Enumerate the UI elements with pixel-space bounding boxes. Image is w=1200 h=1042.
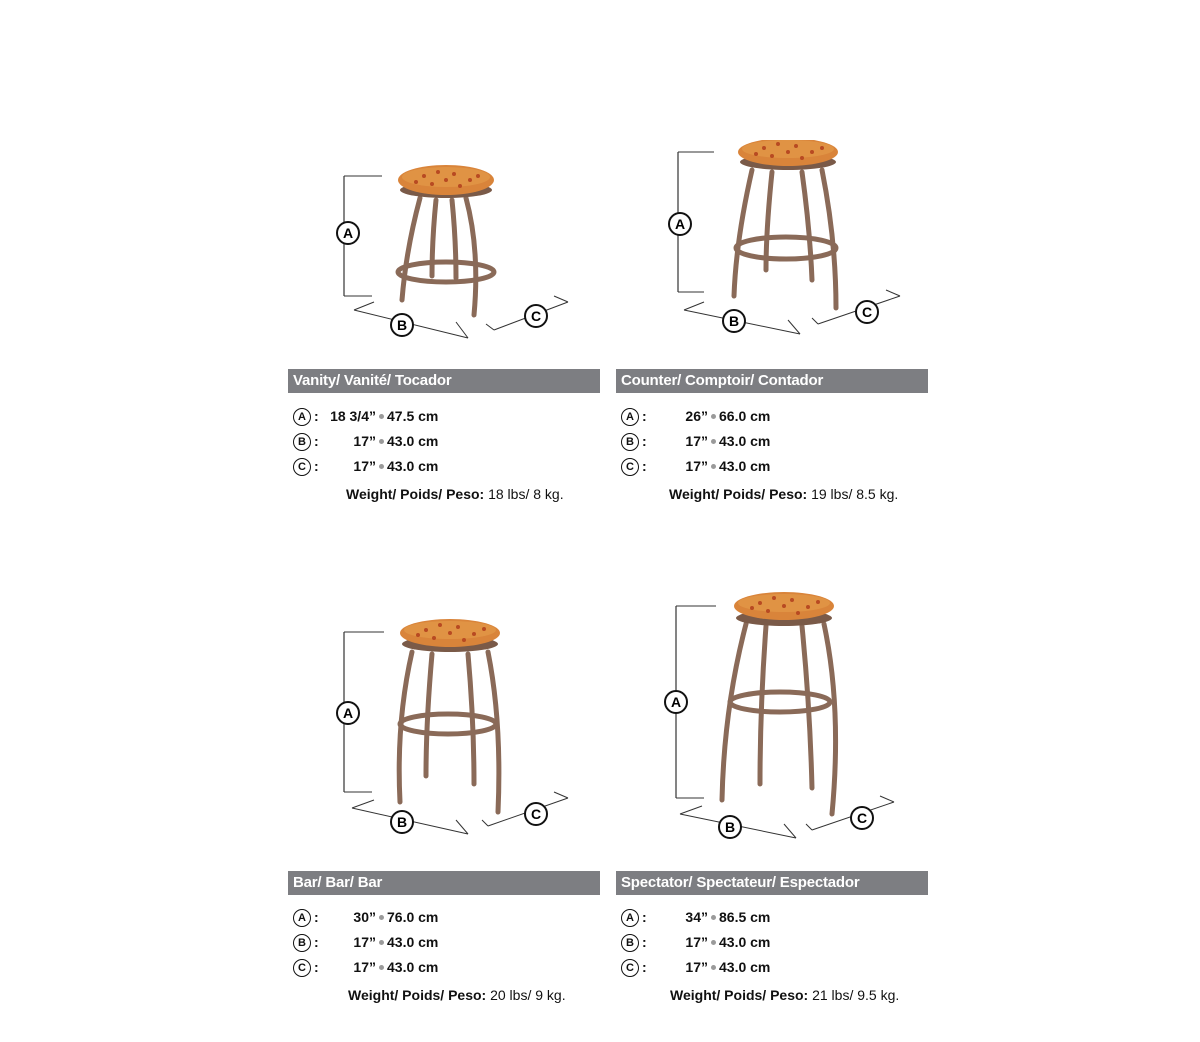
bullet-dot-icon bbox=[379, 414, 384, 419]
weight-value: 19 lbs/ 8.5 kg. bbox=[811, 486, 899, 502]
dim-inch: 17” bbox=[685, 433, 708, 449]
dimension-row-a: A : 26” 66.0 cm bbox=[616, 407, 928, 432]
circle-c-icon: C bbox=[621, 458, 639, 476]
dimension-row-b: B : 17” 43.0 cm bbox=[288, 933, 600, 958]
bullet-dot-icon bbox=[379, 464, 384, 469]
dimension-row-a: A : 34” 86.5 cm bbox=[616, 908, 928, 933]
dimension-row-b: B : 17” 43.0 cm bbox=[616, 933, 928, 958]
bullet-dot-icon bbox=[711, 414, 716, 419]
dim-cm: 43.0 cm bbox=[719, 433, 771, 449]
bullet-dot-icon bbox=[379, 915, 384, 920]
bullet-dot-icon bbox=[711, 915, 716, 920]
weight-line bbox=[346, 486, 658, 502]
weight-line bbox=[348, 987, 660, 1003]
dimension-row-c: C : 17” 43.0 cm bbox=[288, 958, 600, 983]
stool-drawing bbox=[616, 140, 928, 370]
stool-drawing bbox=[288, 140, 600, 370]
dimension-row-c: C : 17” 43.0 cm bbox=[288, 457, 600, 482]
circle-a-icon: A bbox=[293, 408, 311, 426]
weight-line bbox=[669, 486, 981, 502]
weight-value: 18 lbs/ 8 kg. bbox=[488, 486, 564, 502]
weight-value: 21 lbs/ 9.5 kg. bbox=[812, 987, 900, 1003]
circle-c-icon: C bbox=[621, 959, 639, 977]
stool-illustration bbox=[288, 612, 600, 842]
dimension-row-a: A : 30” 76.0 cm bbox=[288, 908, 600, 933]
bullet-dot-icon bbox=[379, 439, 384, 444]
dim-c-marker-icon: C bbox=[530, 806, 542, 822]
dim-c-marker-icon: C bbox=[861, 304, 873, 320]
circle-a-icon: A bbox=[621, 408, 639, 426]
dim-cm: 43.0 cm bbox=[387, 458, 439, 474]
dim-inch: 17” bbox=[353, 959, 376, 975]
stool-illustration bbox=[616, 588, 928, 848]
dim-inch: 26” bbox=[685, 408, 708, 424]
dim-b-marker-icon: B bbox=[728, 313, 740, 329]
dimension-row-a: A : 18 3/4” 47.5 cm bbox=[288, 407, 600, 432]
product-title: Bar/ Bar/ Bar bbox=[293, 874, 383, 891]
circle-a-icon: A bbox=[621, 909, 639, 927]
weight-value: 20 lbs/ 9 kg. bbox=[490, 987, 566, 1003]
dim-inch: 17” bbox=[685, 934, 708, 950]
stool-drawing bbox=[616, 588, 928, 848]
stool-drawing bbox=[288, 612, 600, 842]
dimension-row-c: C : 17” 43.0 cm bbox=[616, 457, 928, 482]
weight-label: Weight/ Poids/ Peso: bbox=[346, 486, 485, 502]
dimension-list bbox=[616, 407, 928, 482]
dimension-row-b: B : 17” 43.0 cm bbox=[288, 432, 600, 457]
dim-b-marker-icon: B bbox=[724, 819, 736, 835]
dim-c-marker-icon: C bbox=[856, 810, 868, 826]
dim-cm: 43.0 cm bbox=[387, 959, 439, 975]
dim-cm: 76.0 cm bbox=[387, 909, 439, 925]
weight-label: Weight/ Poids/ Peso: bbox=[669, 486, 808, 502]
dim-inch: 30” bbox=[353, 909, 376, 925]
dimension-list bbox=[616, 908, 928, 983]
product-panel-counter bbox=[616, 140, 928, 520]
product-panel-vanity bbox=[288, 140, 600, 520]
dim-a-marker-icon: A bbox=[342, 705, 354, 721]
bullet-dot-icon bbox=[711, 965, 716, 970]
dim-inch: 17” bbox=[353, 934, 376, 950]
circle-b-icon: B bbox=[293, 433, 311, 451]
dim-cm: 66.0 cm bbox=[719, 408, 771, 424]
circle-c-icon: C bbox=[293, 458, 311, 476]
dim-inch: 17” bbox=[685, 458, 708, 474]
dim-cm: 43.0 cm bbox=[387, 433, 439, 449]
product-panel-spectator bbox=[616, 588, 928, 1008]
dim-cm: 47.5 cm bbox=[387, 408, 439, 424]
stool-illustration bbox=[288, 140, 600, 370]
product-title: Counter/ Comptoir/ Contador bbox=[621, 372, 824, 389]
dimension-list bbox=[288, 908, 600, 983]
dim-a-marker-icon: A bbox=[674, 216, 686, 232]
product-title: Vanity/ Vanité/ Tocador bbox=[293, 372, 452, 389]
product-title-bar bbox=[288, 369, 600, 393]
circle-c-icon: C bbox=[293, 959, 311, 977]
weight-label: Weight/ Poids/ Peso: bbox=[348, 987, 487, 1003]
circle-a-icon: A bbox=[293, 909, 311, 927]
product-title: Spectator/ Spectateur/ Espectador bbox=[621, 874, 860, 891]
dimension-row-b: B : 17” 43.0 cm bbox=[616, 432, 928, 457]
product-title-bar bbox=[616, 369, 928, 393]
dim-inch: 18 3/4” bbox=[330, 408, 376, 424]
bullet-dot-icon bbox=[711, 940, 716, 945]
circle-b-icon: B bbox=[621, 934, 639, 952]
dimension-list bbox=[288, 407, 600, 482]
dim-a-marker-icon: A bbox=[342, 225, 354, 241]
product-panel-bar bbox=[288, 612, 600, 1012]
dim-inch: 17” bbox=[685, 959, 708, 975]
dim-inch: 34” bbox=[685, 909, 708, 925]
product-title-bar bbox=[288, 871, 600, 895]
dim-inch: 17” bbox=[353, 458, 376, 474]
dimension-row-c: C : 17” 43.0 cm bbox=[616, 958, 928, 983]
dim-cm: 43.0 cm bbox=[387, 934, 439, 950]
bullet-dot-icon bbox=[379, 965, 384, 970]
dim-a-marker-icon: A bbox=[670, 694, 682, 710]
bullet-dot-icon bbox=[711, 464, 716, 469]
dim-b-marker-icon: B bbox=[396, 814, 408, 830]
dim-cm: 86.5 cm bbox=[719, 909, 771, 925]
weight-line bbox=[670, 987, 982, 1003]
dim-inch: 17” bbox=[353, 433, 376, 449]
dim-cm: 43.0 cm bbox=[719, 959, 771, 975]
product-title-bar bbox=[616, 871, 928, 895]
weight-label: Weight/ Poids/ Peso: bbox=[670, 987, 809, 1003]
bullet-dot-icon bbox=[711, 439, 716, 444]
dim-cm: 43.0 cm bbox=[719, 458, 771, 474]
dim-b-marker-icon: B bbox=[396, 317, 408, 333]
bullet-dot-icon bbox=[379, 940, 384, 945]
circle-b-icon: B bbox=[621, 433, 639, 451]
circle-b-icon: B bbox=[293, 934, 311, 952]
dim-cm: 43.0 cm bbox=[719, 934, 771, 950]
stool-illustration bbox=[616, 140, 928, 370]
dim-c-marker-icon: C bbox=[530, 308, 542, 324]
